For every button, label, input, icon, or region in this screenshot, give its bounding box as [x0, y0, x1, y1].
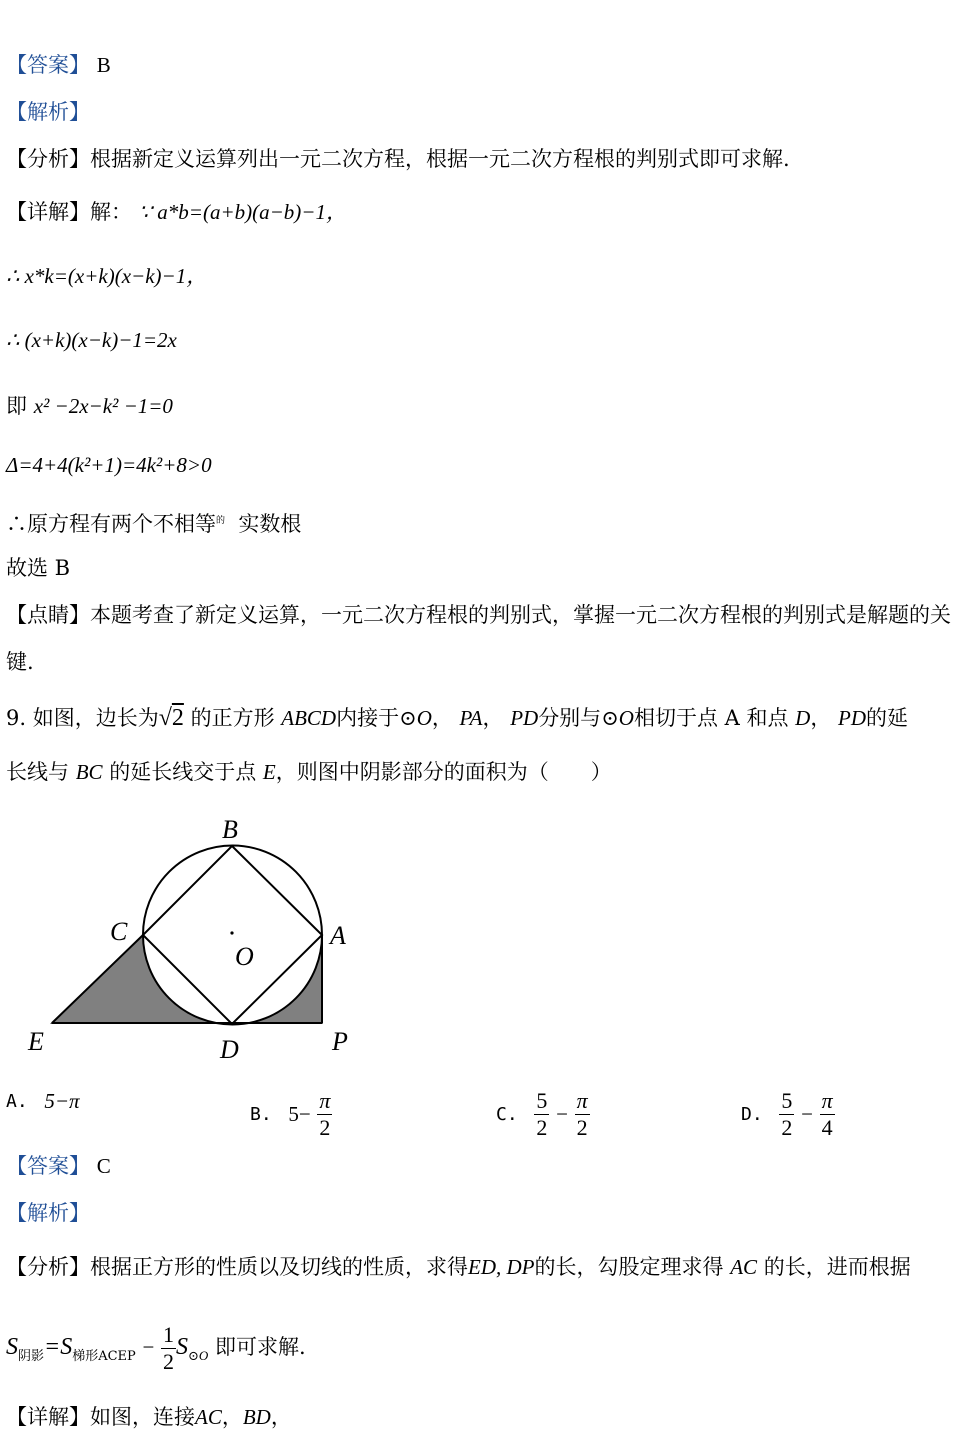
- q8-answer: B: [96, 53, 111, 77]
- label-o: O: [235, 942, 254, 971]
- q9-analysis-tag: 【解析】: [6, 1201, 90, 1225]
- label-b: B: [222, 815, 238, 844]
- label-p: P: [332, 1027, 348, 1056]
- equation-4-line: 即 x² −2x−k² −1=0: [6, 394, 173, 418]
- xiangjie-tag: 【详解】: [6, 200, 90, 224]
- label-d: D: [220, 1035, 239, 1064]
- equation-5: Δ=4+4(k²+1)=4k²+8>0: [6, 453, 212, 477]
- q9-formula: $S_{阴影}=S_{梯形ACEP}$ − $\frac{1}{2}$ $S_{⊙O}$ 即可求解.: [6, 1322, 306, 1374]
- q8-answer-line: [6, 51, 111, 79]
- equation-2: ∴ x*k=(x+k)(x−k)−1，: [6, 264, 208, 288]
- label-c: C: [110, 917, 128, 946]
- center-point: [230, 931, 233, 934]
- answer-tag: 【答案】: [6, 53, 90, 77]
- choice-a: A. 5−π: [6, 1089, 80, 1113]
- fenxi-tag: 【分析】: [6, 147, 90, 171]
- circle-o: [143, 846, 322, 1025]
- fenxi-text: 根据新定义运算列出一元二次方程，根据一元二次方程根的判别式即可求解.: [90, 147, 790, 171]
- choice-c: C. $\frac{5}{2}$ − $\frac{\pi}{2}$: [496, 1088, 588, 1140]
- q9-answer-line: 【答案】 C: [6, 1154, 111, 1178]
- q8-fenxi: [6, 145, 790, 173]
- q8-analysis-tag: 【解析】: [6, 100, 90, 124]
- q9-answer: C: [96, 1154, 111, 1178]
- q9-fenxi: 【分析】根据正方形的性质以及切线的性质，求得ED, DP的长，勾股定理求得 AC 的长，进而根据: [6, 1255, 911, 1279]
- q8-choose: 故选 B: [6, 556, 71, 580]
- choice-d: D. $\frac{5}{2}$ − $\frac{\pi}{4}$: [741, 1088, 833, 1140]
- equation-6: ∴原方程有两个不相等$^的$ 实数根: [6, 512, 302, 536]
- q8-xiangjie: 【详解】解： ∵ a*b=(a+b)(a−b)−1，: [6, 200, 347, 224]
- q8-dianjing-1: 【点睛】本题考查了新定义运算，一元二次方程根的判别式，掌握一元二次方程根的判别式是解题的关: [6, 603, 951, 627]
- q8-dianjing-2: 键.: [6, 650, 34, 674]
- equation-1: ∵ a*b=(a+b)(a−b)−1，: [138, 200, 347, 224]
- label-e: E: [28, 1027, 44, 1056]
- small-mark: 的: [216, 516, 226, 526]
- q9-xiangjie: 【详解】如图，连接AC，BD，: [6, 1405, 292, 1429]
- label-a: A: [330, 921, 346, 950]
- equation-3: ∴ (x+k)(x−k)−1=2x: [6, 328, 177, 352]
- q9-stem-1: 9. 如图，边长为√2 的正方形 ABCD内接于⊙O， PA， PD分别与⊙O相切于点 A 和点 D， PD的延: [6, 705, 909, 731]
- q9-stem-2: 长线与 BC 的延长线交于点 E，则图中阴影部分的面积为（ ）: [6, 760, 612, 784]
- equation-4: x² −2x−k² −1=0: [33, 394, 173, 418]
- geometry-figure: [0, 800, 400, 1070]
- choice-b: B. 5− $\frac{\pi}{2}$: [250, 1088, 331, 1140]
- sqrt-2: √2: [158, 705, 184, 731]
- dianjing-tag: 【点睛】: [6, 603, 90, 627]
